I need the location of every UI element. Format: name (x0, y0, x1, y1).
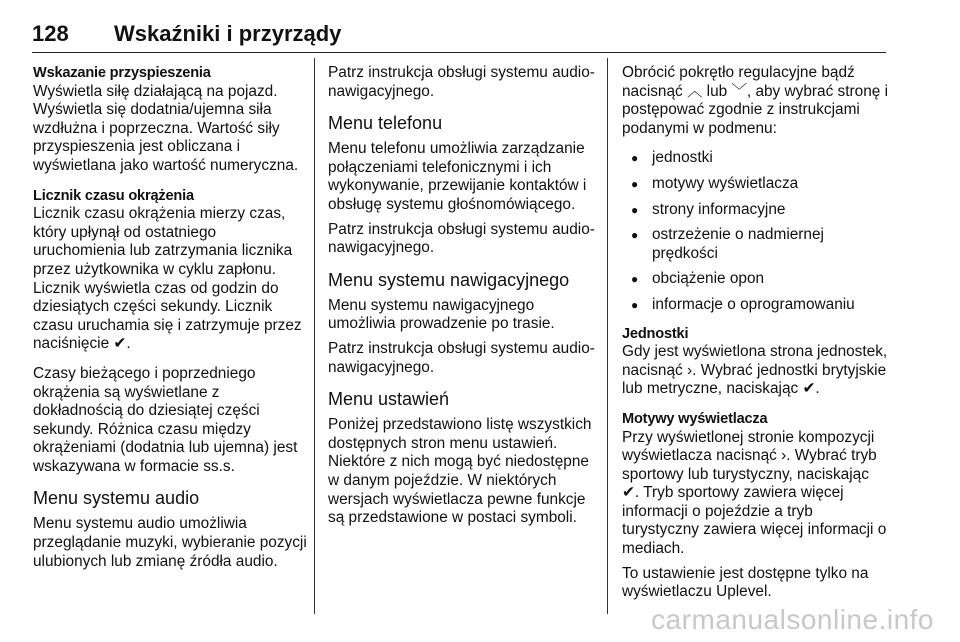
column-right (622, 64, 890, 613)
paragraph-acceleration: Wyświetla siłę działającą na pojazd. Wyświetla się dodatnia/ujemna siła wzdłużna i poprzeczna. Wartość siły przyspieszenia jest obliczana i wyświetlana jako wartość numeryczna. (33, 82, 299, 174)
list-item: ● motywy wyświetlacza (622, 175, 890, 194)
list-item: ● informacje o oprogramowaniu (622, 296, 890, 315)
page-header (32, 18, 886, 53)
paragraph-settings-intro: Obrócić pokrętło regulacyjne bądź nacisnąć ︿ lub ﹀, aby wybrać stronę i postępować zgodnie z instrukcjami podanymi w podmenu: (622, 64, 889, 137)
page-number: 128 (32, 21, 69, 46)
list-item: ● obciążenie opon (622, 270, 890, 289)
heading-settings-menu: Menu ustawień (328, 389, 450, 410)
heading-phone-menu: Menu telefonu (328, 113, 443, 134)
paragraph-settings-menu: Poniżej przedstawiono listę wszystkich dostępnych stron menu ustawień. Niektóre z nich mogą być niedostępne w danym pojeździe. W niektórych wersjach wyświetlacza pewne funkcje są przedstawione w postaci symboli. (328, 416, 592, 527)
heading-lap-timer: Licznik czasu okrążenia (33, 187, 194, 204)
paragraph-reference: Patrz instrukcja obsługi systemu audio-nawigacyjnego. (328, 64, 595, 100)
column-divider (314, 58, 315, 614)
paragraph-lap-timer: Licznik czasu okrążenia mierzy czas, który upłynął od ostatniego uruchomienia lub zatrzymania licznika przez użytkownika w cyklu zapłonu. Licznik wyświetla czas od godzin do dziesiątych części sekundy. Licznik czasu uruchamia się i zatrzymuje przez naciśnięcie ✔. (33, 205, 302, 353)
list-item: ● strony informacyjne (622, 201, 890, 220)
paragraph-audio-menu: Menu systemu audio umożliwia przeglądanie muzyki, wybieranie pozycji ulubionych lub zmianę źródła audio. (33, 515, 307, 570)
column-left (33, 64, 307, 582)
paragraph-units: Gdy jest wyświetlona strona jednostek, nacisnąć ›. Wybrać jednostki brytyjskie lub metryczne, naciskając ✔. (622, 343, 888, 398)
paragraph-reference: Patrz instrukcja obsługi systemu audio-nawigacyjnego. (328, 339, 595, 376)
list-item: ● ostrzeżenie o nadmiernej prędkości (622, 226, 890, 263)
list-item: ● jednostki (622, 149, 890, 168)
heading-acceleration: Wskazanie przyspieszenia (33, 65, 211, 81)
heading-audio-menu: Menu systemu audio (33, 488, 200, 509)
paragraph-navigation-menu: Menu systemu nawigacyjnego umożliwia prowadzenie po trasie. (328, 296, 555, 333)
paragraph-lap-times: Czasy bieżącego i poprzedniego okrążenia są wyświetlane z dokładnością do dziesiątej części sekundy. Różnica czasu między okrążeniami (dodatnia lub ujemna) jest wskazywana w formacie ss.s. (33, 364, 298, 475)
watermark: carmanualsonline.info (651, 604, 934, 635)
heading-units: Jednostki (622, 325, 689, 342)
paragraph-uplevel: To ustawienie jest dostępne tylko na wyświetlaczu Uplevel. (622, 564, 869, 601)
paragraph-reference: Patrz instrukcja obsługi systemu audio-nawigacyjnego. (328, 220, 595, 257)
column-middle (328, 64, 600, 539)
settings-pages-list (622, 149, 890, 314)
column-divider (607, 58, 608, 614)
heading-display-themes: Motywy wyświetlacza (622, 410, 768, 427)
heading-navigation-menu: Menu systemu nawigacyjnego (328, 269, 570, 290)
paragraph-phone-menu: Menu telefonu umożliwia zarządzanie połączeniami telefonicznymi i ich wykonywanie, przewijanie kontaktów i obsługę systemu głośnomówiącego. (328, 140, 587, 213)
paragraph-display-themes: Przy wyświetlonej stronie kompozycji wyświetlacza nacisnąć ›. Wybrać tryb sportowy lub turystyczny, naciskając ✔. Tryb sportowy zawiera więcej informacji o pojeździe a tryb turystyczny zawiera więcej informacji o mediach. (622, 428, 887, 558)
page-title: Wskaźniki i przyrządy (114, 21, 342, 46)
